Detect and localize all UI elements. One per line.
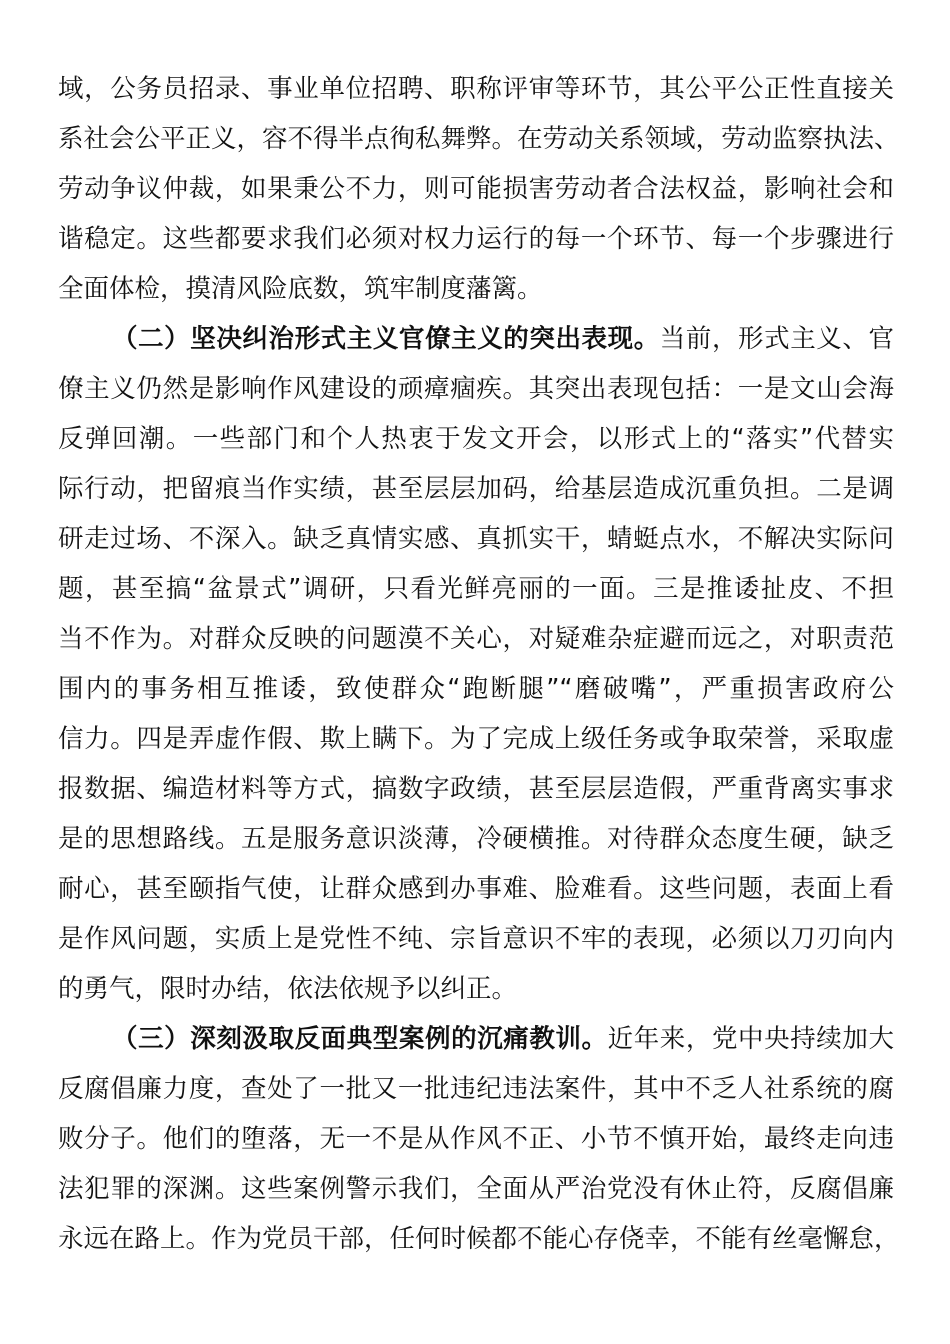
text-line: 是作风问题，实质上是党性不纯、宗旨意识不牢的表现，必须以刀刃向内 [58,924,894,954]
document-page [58,64,900,1264]
text-line: 反腐倡廉力度，查处了一批又一批违纪违法案件，其中不乏人社系统的腐 [58,1074,894,1104]
paragraph-1 [58,64,900,314]
text-run: 近年来，党中央持续加大 [607,1024,894,1054]
text-line: 信力。四是弄虚作假、欺上瞒下。为了完成上级任务或争取荣誉，采取虚 [58,724,894,754]
text-line: 当不作为。对群众反映的问题漠不关心，对疑难杂症避而远之，对职责范 [58,624,894,654]
text-line: 反弹回潮。一些部门和个人热衷于发文开会，以形式上的“落实”代替实 [58,424,894,454]
text-line: 题，甚至搞“盆景式”调研，只看光鲜亮丽的一面。三是推诿扯皮、不担 [58,574,894,604]
text-line: 法犯罪的深渊。这些案例警示我们，全面从严治党没有休止符，反腐倡廉 [58,1174,894,1204]
text-line: 的勇气，限时办结，依法依规予以纠正。 [58,974,518,1004]
text-line: 域，公务员招录、事业单位招聘、职称评审等环节，其公平公正性直接关 [58,74,894,104]
text-line: 系社会公平正义，容不得半点徇私舞弊。在劳动关系领域，劳动监察执法、 [58,124,900,154]
text-line: 劳动争议仲裁，如果秉公不力，则可能损害劳动者合法权益，影响社会和 [58,174,894,204]
paragraph-3 [58,1014,900,1264]
text-line: 围内的事务相互推诿，致使群众“跑断腿”“磨破嘴”，严重损害政府公 [58,674,894,704]
paragraph-first-line [58,1014,894,1064]
text-line: 际行动，把留痕当作实绩，甚至层层加码，给基层造成沉重负担。二是调 [58,474,894,504]
text-line: 全面体检，摸清风险底数，筑牢制度藩篱。 [58,274,543,304]
text-line: 永远在路上。作为党员干部，任何时候都不能心存侥幸，不能有丝毫懈怠， [58,1224,900,1254]
paragraph-first-line [58,314,894,364]
section-heading: （二）坚决纠治形式主义官僚主义的突出表现。 [112,324,660,354]
text-line: 僚主义仍然是影响作风建设的顽瘴痼疾。其突出表现包括：一是文山会海 [58,374,894,404]
paragraph-2 [58,314,894,1014]
text-line: 研走过场、不深入。缺乏真情实感、真抓实干，蜻蜓点水，不解决实际问 [58,524,894,554]
section-heading: （三）深刻汲取反面典型案例的沉痛教训。 [112,1024,608,1054]
text-run: 当前，形式主义、官 [659,324,894,354]
text-line: 败分子。他们的堕落，无一不是从作风不正、小节不慎开始，最终走向违 [58,1124,894,1154]
text-line: 报数据、编造材料等方式，搞数字政绩，甚至层层造假，严重背离实事求 [58,774,894,804]
text-line: 谐稳定。这些都要求我们必须对权力运行的每一个环节、每一个步骤进行 [58,224,894,254]
text-line: 是的思想路线。五是服务意识淡薄，冷硬横推。对待群众态度生硬，缺乏 [58,824,894,854]
text-line: 耐心，甚至颐指气使，让群众感到办事难、脸难看。这些问题，表面上看 [58,874,894,904]
